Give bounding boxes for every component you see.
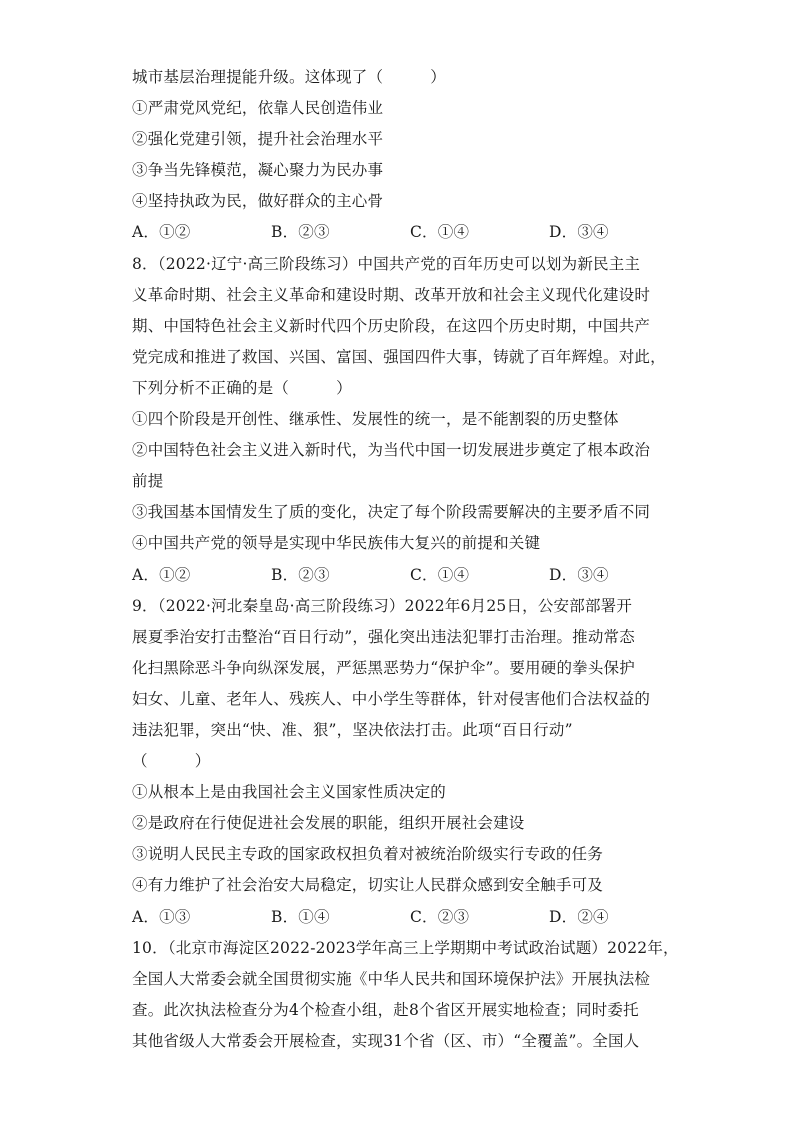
answer-item: ①四个阶段是开创性、继承性、发展性的统一，是不能割裂的历史整体 <box>132 410 619 429</box>
choice-d: D．③④ <box>549 223 609 242</box>
choice-d: D．②④ <box>549 907 609 926</box>
question-stem-line: （ ） <box>132 752 211 771</box>
choice-b: B．①④ <box>271 907 330 926</box>
question-stem-line: 义革命时期、社会主义革命和建设时期、改革开放和社会主义现代化建设时 <box>132 285 651 304</box>
question-stem-line: 城市基层治理提能升级。这体现了（ ） <box>132 68 447 86</box>
answer-item: ④中国共产党的领导是实现中华民族伟大复兴的前提和关键 <box>132 534 541 553</box>
choice-c: C．①④ <box>410 223 470 242</box>
question-stem-line: 展夏季治安打击整治“百日行动”，强化突出违法犯罪打击治理。推动常态 <box>132 627 635 646</box>
question-stem-line: 全国人大常委会就全国贯彻实施《中华人民共和国环境保护法》开展执法检 <box>132 969 651 988</box>
answer-item: ③我国基本国情发生了质的变化，决定了每个阶段需要解决的主要矛盾不同 <box>132 503 651 522</box>
choice-a: A．①③ <box>132 907 191 926</box>
answer-item: ③争当先锋模范，凝心聚力为民办事 <box>132 161 384 180</box>
choice-b: B．②③ <box>271 223 330 242</box>
choice-a: A．①② <box>132 223 191 242</box>
choice-options <box>132 902 662 933</box>
choice-d: D．③④ <box>549 565 609 584</box>
answer-item: ④有力维护了社会治安大局稳定，切实让人民群众感到安全触手可及 <box>132 876 604 895</box>
question-stem-line: 党完成和推进了救国、兴国、富国、强国四件大事，铸就了百年辉煌。对此， <box>132 347 666 366</box>
question-stem-line: 10．（北京市海淀区2022-2023学年高三上学期期中考试政治试题）2022年， <box>132 938 679 957</box>
question-stem-line: 妇女、儿童、老年人、残疾人、中小学生等群体，针对侵害他们合法权益的 <box>132 689 651 708</box>
question-stem-line: 8．（2022·辽宁·高三阶段练习）中国共产党的百年历史可以划为新民主主 <box>132 254 641 273</box>
question-stem-line: 查。此次执法检查分为4个检查小组，赴8个省区开展实地检查；同时委托 <box>132 1000 639 1019</box>
answer-item: ①严肃党风党纪，依靠人民创造伟业 <box>132 99 384 118</box>
question-stem-line: 其他省级人大常委会开展检查，实现31个省（区、市）“全覆盖”。全国人 <box>132 1031 640 1050</box>
answer-item: ③说明人民民主专政的国家政权担负着对被统治阶级实行专政的任务 <box>132 845 604 864</box>
answer-item-continued: 前提 <box>132 472 164 491</box>
answer-item: ①从根本上是由我国社会主义国家性质决定的 <box>132 783 447 802</box>
question-8 <box>132 249 666 591</box>
question-7-tail <box>132 62 662 249</box>
question-stem-line: 违法犯罪，突出“快、准、狠”，坚决依法打击。此项“百日行动” <box>132 720 573 739</box>
answer-item: ②强化党建引领，提升社会治理水平 <box>132 130 384 149</box>
question-content <box>132 62 679 1057</box>
answer-item: ④坚持执政为民，做好群众的主心骨 <box>132 192 384 211</box>
answer-item: ②是政府在行使促进社会发展的职能，组织开展社会建设 <box>132 814 525 833</box>
question-9 <box>132 591 662 933</box>
choice-c: C．②③ <box>410 907 470 926</box>
choice-c: C．①④ <box>410 565 470 584</box>
question-stem-line: 下列分析不正确的是（ ） <box>132 378 352 397</box>
question-stem-line: 9．（2022·河北秦皇岛·高三阶段练习）2022年6月25日，公安部部署开 <box>132 596 633 615</box>
choice-b: B．②③ <box>271 565 330 584</box>
question-10 <box>132 933 679 1057</box>
answer-item: ②中国特色社会主义进入新时代，为当代中国一切发展进步奠定了根本政治 <box>132 441 651 460</box>
question-stem-line: 化扫黑除恶斗争向纵深发展，严惩黑恶势力“保护伞”。要用硬的拳头保护 <box>132 658 635 677</box>
choice-a: A．①② <box>132 565 191 584</box>
choice-options <box>132 217 662 248</box>
question-stem-line: 期、中国特色社会主义新时代四个历史阶段，在这四个历史时期，中国共产 <box>132 316 651 335</box>
choice-options <box>132 560 662 591</box>
